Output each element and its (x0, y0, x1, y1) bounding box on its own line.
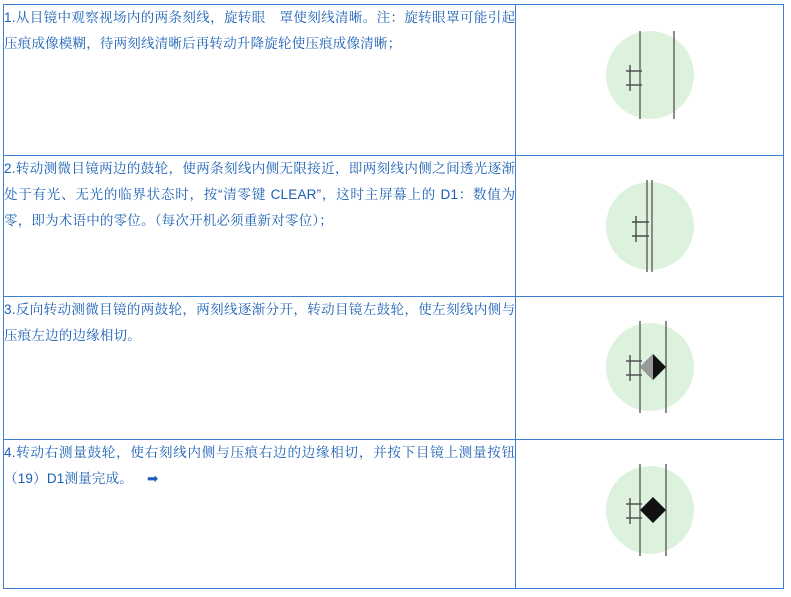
step-description-2: 2.转动测微目镜两边的鼓轮，使两条刻线内侧无限接近，即两刻线内侧之间透光逐渐处于有光、无光的临界状态时，按“清零键 CLEAR”，这时主屏幕上的 D1：数值为零，即为术语中的零位。（每次开机必须重新对零位）； (4, 161, 516, 228)
step-description-1: 1.从目镜中观察视场内的两条刻线，旋转眼 罩使刻线清晰。注：旋转眼罩可能引起压痕成像模糊，待两刻线清晰后再转动升降旋轮使压痕成像清晰； (4, 10, 516, 51)
steps-table (3, 4, 784, 589)
step-text-cell-3 (4, 297, 516, 440)
figure-step-2-svg (590, 166, 710, 286)
step-text-cell-2 (4, 156, 516, 297)
step-description-4-text: 4.转动右测量鼓轮，使右刻线内侧与压痕右边的边缘相切，并按下目镜上测量按钮（19）D1测量完成。 (4, 445, 516, 486)
step-figure-cell-4 (516, 440, 784, 589)
figure-step-1-svg (590, 15, 710, 135)
figure-step-3-svg (590, 307, 710, 427)
step-figure-cell-2 (516, 156, 784, 297)
step-text-cell-4 (4, 440, 516, 589)
figure-step-3 (516, 297, 783, 437)
figure-step-4 (516, 440, 783, 580)
field-of-view-circle (606, 31, 694, 119)
figure-step-2 (516, 156, 783, 296)
field-of-view-circle (606, 182, 694, 270)
table-row (4, 440, 784, 589)
step-text-cell-1 (4, 5, 516, 156)
step-description-4 (4, 440, 515, 492)
step-description-3: 3.反向转动测微目镜的两鼓轮，两刻线逐渐分开，转动目镜左鼓轮，使左刻线内侧与压痕左边的边缘相切。 (4, 302, 516, 343)
figure-step-4-svg (590, 450, 710, 570)
step-figure-cell-1 (516, 5, 784, 156)
table-row (4, 156, 784, 297)
figure-step-1 (516, 5, 783, 145)
arrow-right-icon: ➡ (146, 471, 159, 487)
table-row (4, 297, 784, 440)
step-figure-cell-3 (516, 297, 784, 440)
table-row (4, 5, 784, 156)
